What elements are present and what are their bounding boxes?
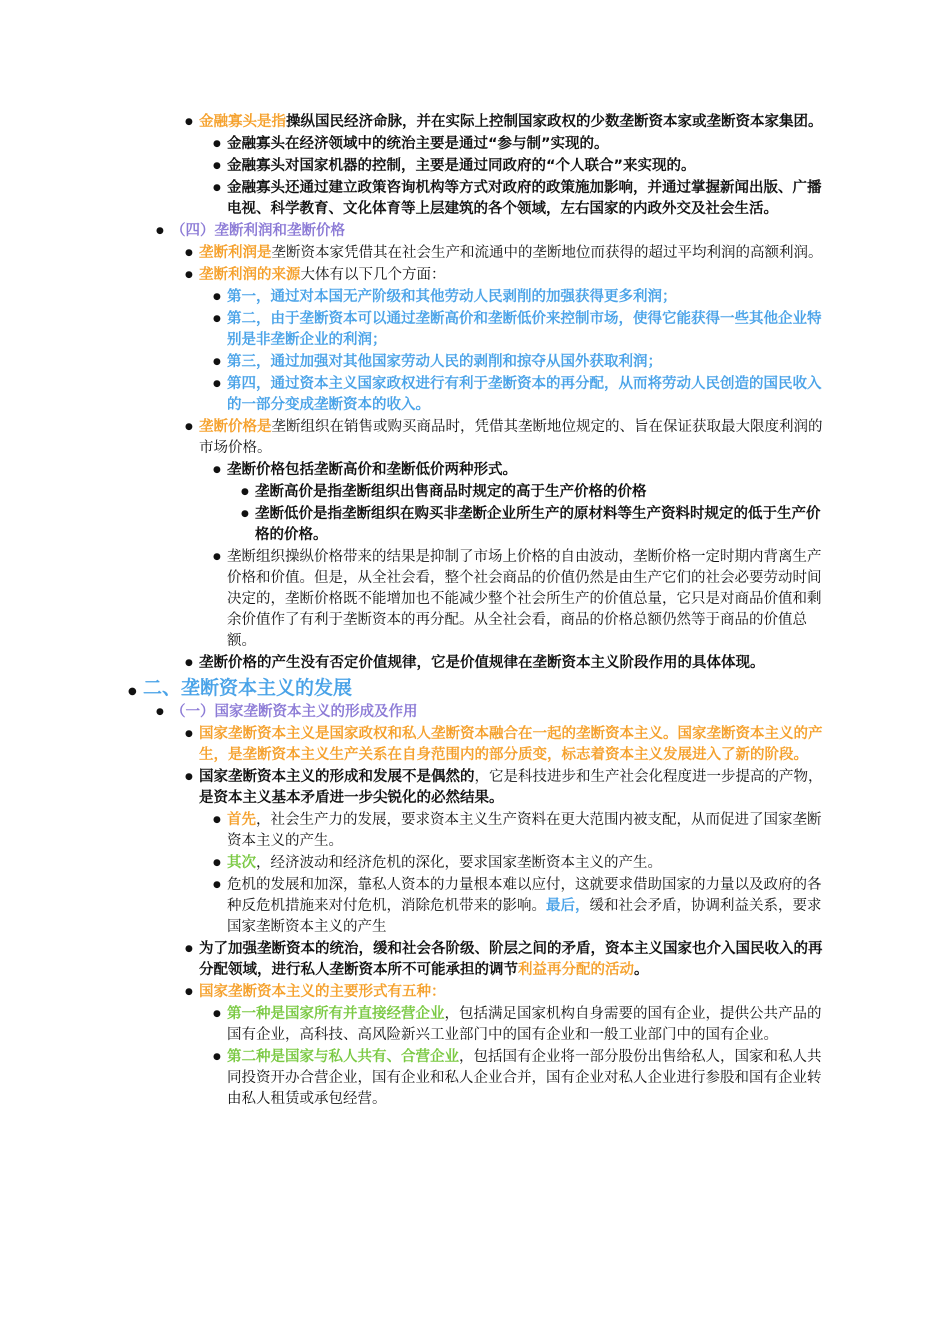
bold-text: 。 <box>634 962 649 978</box>
chapter-heading: ● 二、垄断资本主义的发展 <box>0 675 843 701</box>
list-item: ● 第一，通过对本国无产阶级和其他劳动人民剥削的加强获得更多利润； <box>0 287 834 308</box>
list-item: ● 垄断高价是指垄断组织出售商品时规定的高于生产价格的价格 <box>0 482 834 503</box>
list-item <box>0 767 834 809</box>
section-heading: ● （四）垄断利润和垄断价格 <box>0 221 831 242</box>
item-text: ，包括国有企业将一部分股份出售给私人，国家和私人共同投资开办合营企业，国有企业和私人企业合并，国有企业对私人企业进行参股和国有企业转由私人租赁或承包经营。 <box>227 1049 822 1107</box>
list-item <box>0 265 834 286</box>
item-text: 大体有以下几个方面： <box>300 267 446 283</box>
section-heading: ● （一）国家垄断资本主义的形成及作用 <box>0 702 831 723</box>
item-text: 垄断组织在销售或购买商品时，凭借其垄断地位规定的、旨在保证获取最大限度利润的市场价格。 <box>199 419 823 456</box>
item-text: 操纵国民经济命脉，并在实际上控制国家政权的少数垄断资本家或垄断资本家集团。 <box>286 114 823 130</box>
list-item <box>0 112 834 133</box>
highlight-term: 金融寡头是指 <box>199 114 286 130</box>
highlight-term: 最后， <box>546 898 590 914</box>
list-item <box>0 853 834 874</box>
list-item: ● 垄断组织操纵价格带来的结果是抑制了市场上价格的自由波动，垄断价格一定时期内背离生产价格和价值。但是，从全社会看，整个社会商品的价值仍然是由生产它们的社会必要劳动时间决定的，垄断价格既不能增加也不能减少整个社会所生产的价值总量，它只是对商品价值和剩余价值作了有利于垄断资本的再分配。从全社会看，商品的价格总额仍然等于商品的价值总额。 <box>0 547 834 652</box>
list-item <box>0 939 834 981</box>
item-text: ，经济波动和经济危机的深化，要求国家垄断资本主义的产生。 <box>256 855 662 871</box>
item-text: 危机的发展和加深，靠私人资本的力量根本难以应付，这就要求借助国家的力量以及政府的各种反危机措施来对付危机，消除危机带来的影响。 <box>227 877 822 914</box>
highlight-term: 其次 <box>227 855 256 871</box>
list-item: ● 金融寡头还通过建立政策咨询机构等方式对政府的政策施加影响，并通过掌握新闻出版、广播电视、科学教育、文化体育等上层建筑的各个领域，左右国家的内政外交及社会生活。 <box>0 178 834 220</box>
list-item <box>0 810 834 852</box>
bold-text: 为了加强垄断资本的统治，缓和社会各阶级、阶层之间的矛盾，资本主义国家也介入国民收入的再分配领域，进行私人垄断资本所不可能承担的调节 <box>199 941 823 978</box>
highlight-term: 首先 <box>227 812 256 828</box>
highlight-term: 垄断利润的来源 <box>199 267 301 283</box>
list-item: ● 第二，由于垄断资本可以通过垄断高价和垄断低价来控制市场，使得它能获得一些其他企业特别是非垄断企业的利润； <box>0 309 834 351</box>
bold-text: 是资本主义基本矛盾进一步尖锐化的必然结果。 <box>199 790 504 806</box>
list-item <box>0 243 834 264</box>
list-item <box>0 417 834 459</box>
highlight-term: 第二种是国家与私人共有、合营企业 <box>227 1049 459 1065</box>
list-item <box>0 875 834 938</box>
list-item: ● 垄断价格的产生没有否定价值规律，它是价值规律在垄断资本主义阶段作用的具体体现。 <box>0 653 834 674</box>
list-item: ● 垄断价格包括垄断高价和垄断低价两种形式。 <box>0 460 834 481</box>
highlight-term: 第一种是国家所有并直接经营企业 <box>227 1006 445 1022</box>
highlight-term: 利益再分配的活动 <box>518 962 634 978</box>
highlight-term: 垄断利润是 <box>199 245 272 261</box>
list-item <box>0 1047 834 1110</box>
item-text: 缓和社会矛盾，协调利益关系，要求国家垄断资本主义的产生 <box>227 898 822 935</box>
item-text: ，社会生产力的发展，要求资本主义生产资料在更大范围内被支配，从而促进了国家垄断资本主义的产生。 <box>227 812 822 849</box>
highlight-term: 垄断价格是 <box>199 419 272 435</box>
item-text: ，包括满足国家机构自身需要的国有企业，提供公共产品的国有企业，高科技、高风险新兴工业部门中的国有企业和一般工业部门中的国有企业。 <box>227 1006 822 1043</box>
list-item: ● 垄断低价是指垄断组织在购买非垄断企业所生产的原材料等生产资料时规定的低于生产价格的价格。 <box>0 504 834 546</box>
list-item: ● 金融寡头在经济领域中的统治主要是通过“参与制”实现的。 <box>0 134 834 155</box>
list-item: ● 第四，通过资本主义国家政权进行有利于垄断资本的再分配，从而将劳动人民创造的国民收入的一部分变成垄断资本的收入。 <box>0 374 834 416</box>
item-text: ，它是科技进步和生产社会化程度进一步提高的产物， <box>474 769 823 785</box>
bold-text: 国家垄断资本主义的形成和发展不是偶然的 <box>199 769 475 785</box>
list-item: ● 国家垄断资本主义是国家政权和私人垄断资本融合在一起的垄断资本主义。国家垄断资本主义的产生，是垄断资本主义生产关系在自身范围内的部分质变，标志着资本主义发展进入了新的阶段。 <box>0 724 834 766</box>
list-item <box>0 1004 834 1046</box>
item-text: 垄断资本家凭借其在社会生产和流通中的垄断地位而获得的超过平均利润的高额利润。 <box>271 245 823 261</box>
document-page <box>0 112 950 1111</box>
list-item: ● 第三，通过加强对其他国家劳动人民的剥削和掠夺从国外获取利润； <box>0 352 834 373</box>
list-item: ● 国家垄断资本主义的主要形式有五种： <box>0 982 834 1003</box>
list-item: ● 金融寡头对国家机器的控制，主要是通过同政府的“个人联合”来实现的。 <box>0 156 834 177</box>
